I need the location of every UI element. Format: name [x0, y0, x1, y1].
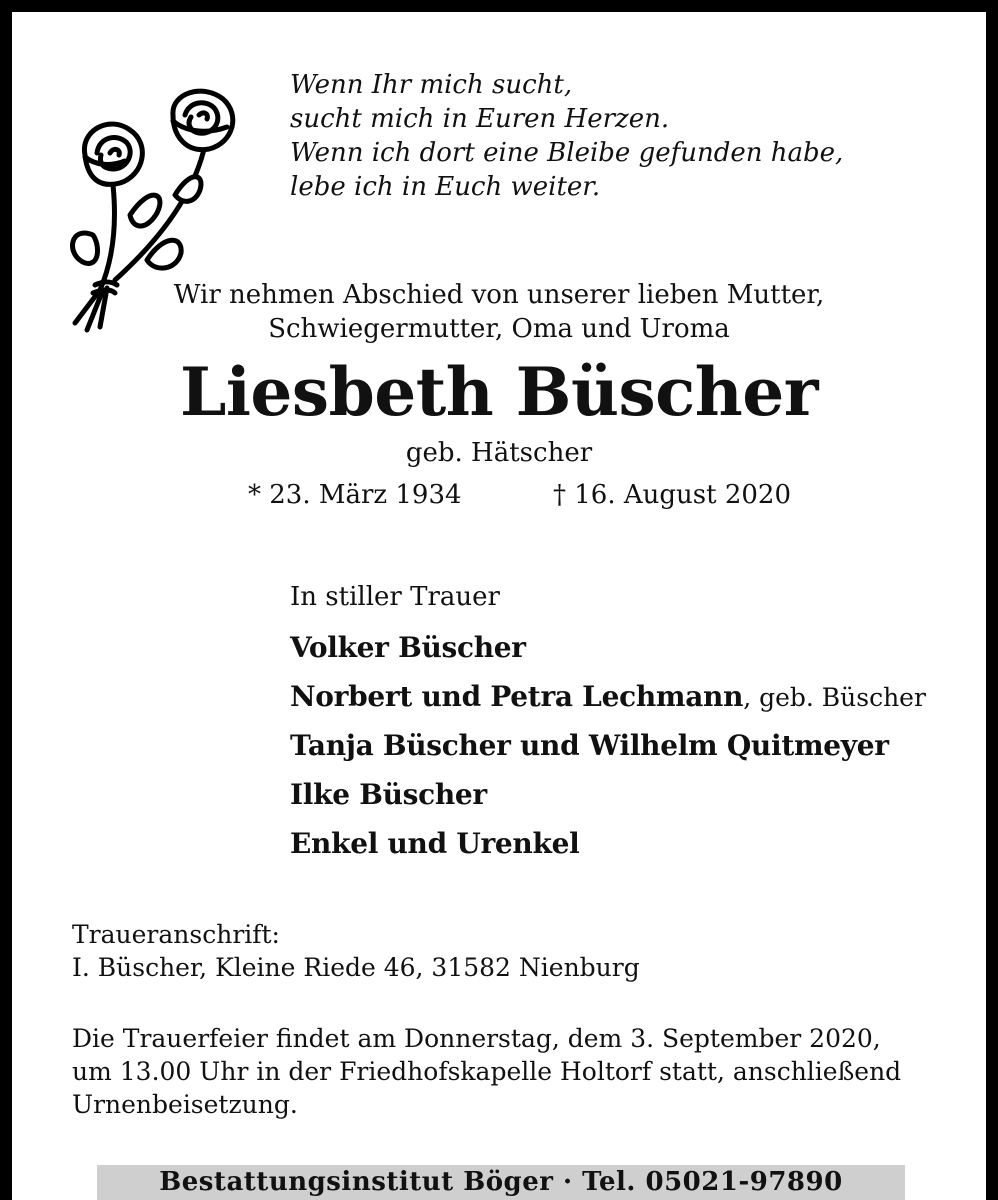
mourning-heading: In stiller Trauer: [290, 582, 500, 612]
mourner-name: Volker Büscher: [290, 631, 526, 664]
poem-line: sucht mich in Euren Herzen.: [290, 104, 670, 134]
mourner-name: Ilke Büscher: [290, 778, 487, 811]
mourning-address: [72, 918, 972, 984]
address-label: Traueranschrift:: [72, 920, 280, 949]
mourner-name: Norbert und Petra Lechmann: [290, 680, 744, 713]
birth-date: * 23. März 1934: [248, 480, 462, 510]
mourner-item: [290, 673, 926, 722]
mourner-name: Tanja Büscher und Wilhelm Quitmeyer: [290, 729, 889, 762]
service-line-3: Urnenbeisetzung.: [72, 1090, 298, 1119]
mourner-list: [290, 624, 926, 869]
address-value: I. Büscher, Kleine Riede 46, 31582 Nienburg: [72, 953, 640, 982]
death-date: † 16. August 2020: [553, 480, 792, 510]
mourner-item: [290, 771, 926, 820]
maiden-name: geb. Hätscher: [405, 438, 593, 468]
mourner-suffix: , geb. Büscher: [743, 683, 926, 712]
mourner-item: [290, 624, 926, 673]
service-line-2: um 13.00 Uhr in der Friedhofskapelle Holtorf statt, anschließend: [72, 1057, 902, 1086]
poem-line: Wenn Ihr mich sucht,: [290, 70, 573, 100]
farewell-intro-line-1: Wir nehmen Abschied von unserer lieben Mutter,: [173, 280, 825, 310]
farewell-intro: [12, 278, 986, 346]
poem-line: Wenn ich dort eine Bleibe gefunden habe,: [290, 138, 844, 168]
funeral-service-info: [72, 1022, 972, 1121]
mourner-item: [290, 820, 926, 869]
deceased-name: Liesbeth Büscher: [179, 353, 819, 431]
funeral-home-footer: Bestattungsinstitut Böger · Tel. 05021-97890: [97, 1165, 905, 1200]
poem: [290, 68, 950, 204]
poem-line: lebe ich in Euch weiter.: [290, 172, 601, 202]
farewell-intro-line-2: Schwiegermutter, Oma und Uroma: [268, 314, 730, 344]
mourner-item: [290, 722, 926, 771]
service-line-1: Die Trauerfeier findet am Donnerstag, dem 3. September 2020,: [72, 1024, 881, 1053]
mourner-name: Enkel und Urenkel: [290, 827, 580, 860]
